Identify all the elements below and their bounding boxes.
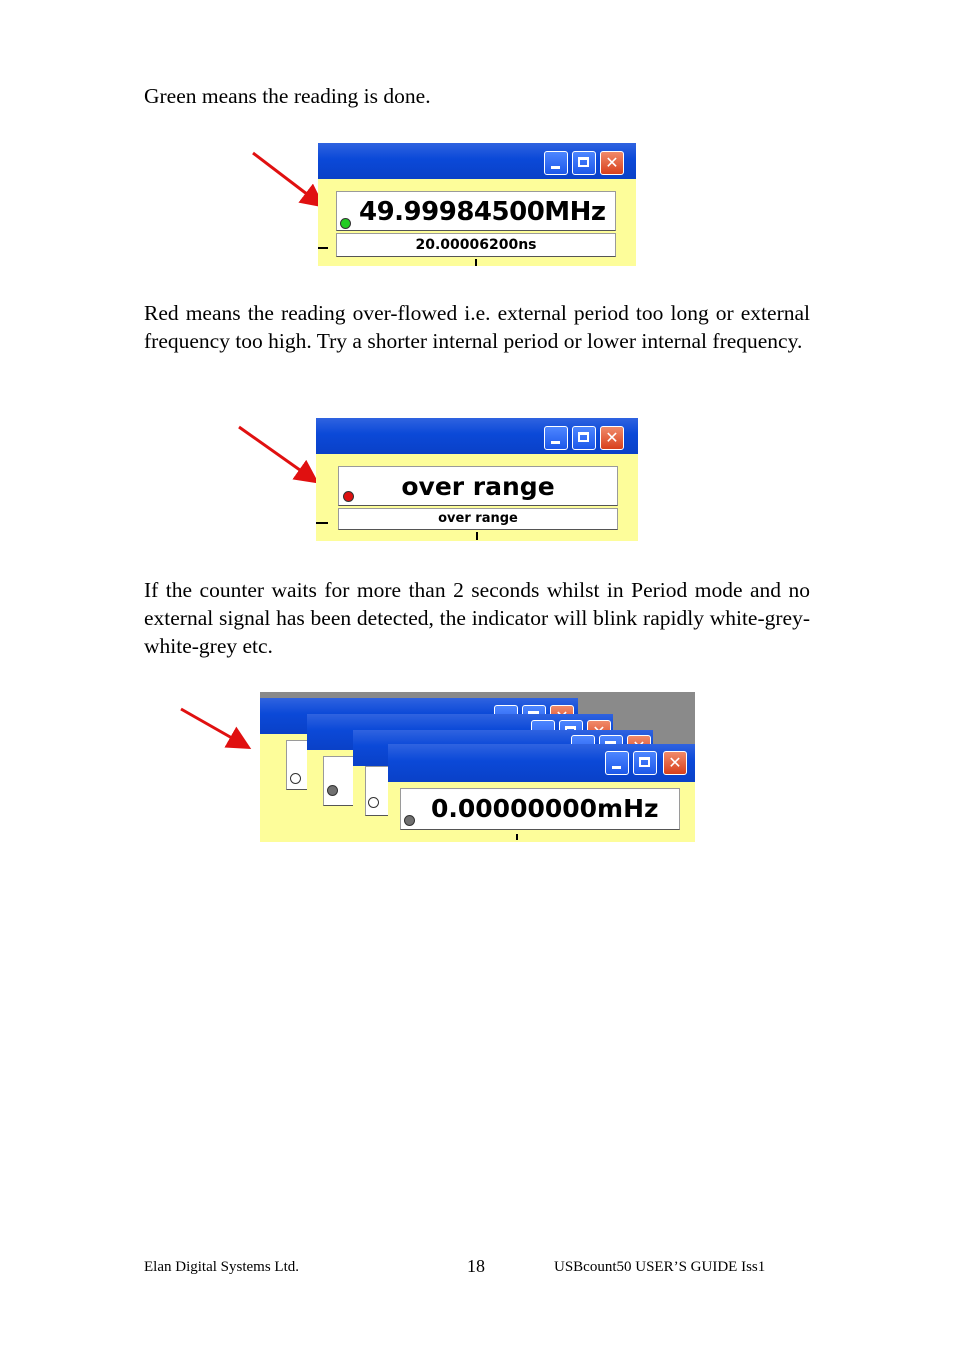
paragraph-blink: If the counter waits for more than 2 seconds whilst in Period mode and no external signal has been detected, the indicator will blink rapidly white-grey-white-grey etc. xyxy=(144,578,810,658)
main-reading-display xyxy=(400,788,680,830)
maximize-icon[interactable] xyxy=(633,751,657,775)
counter-window-red xyxy=(316,418,638,541)
status-led-white xyxy=(368,797,379,808)
sub-reading: over range xyxy=(438,511,518,526)
main-reading-display xyxy=(338,466,618,506)
main-reading: 49.99984500MHz xyxy=(359,197,606,227)
minimize-icon[interactable] xyxy=(605,751,629,775)
red-arrow-icon xyxy=(236,424,326,486)
red-arrow-icon xyxy=(178,706,258,756)
paragraph-green: Green means the reading is done. xyxy=(144,84,431,108)
status-led-white xyxy=(290,773,301,784)
sub-reading-display xyxy=(336,233,616,257)
maximize-icon[interactable] xyxy=(572,151,596,175)
close-icon[interactable]: ✕ xyxy=(663,751,687,775)
minimize-icon[interactable] xyxy=(544,151,568,175)
sub-reading-display xyxy=(338,508,618,530)
counter-window-green xyxy=(318,143,636,266)
tick-mark xyxy=(476,532,478,540)
sub-reading: 20.00006200ns xyxy=(415,237,537,253)
close-icon[interactable]: ✕ xyxy=(600,426,624,450)
status-led-grey xyxy=(327,785,338,796)
tick-mark xyxy=(316,522,328,524)
main-reading-display xyxy=(336,191,616,231)
main-reading: 0.00000000mHz xyxy=(431,794,659,823)
paragraph-red: Red means the reading over-flowed i.e. external period too long or external frequency too high. Try a shorter internal period or lower internal frequency. xyxy=(144,301,810,353)
minimize-icon[interactable] xyxy=(544,426,568,450)
status-led-green xyxy=(340,218,351,229)
tick-mark xyxy=(516,834,518,840)
counter-window-blink-4 xyxy=(388,744,695,842)
page-number: 18 xyxy=(467,1256,485,1276)
status-led-grey xyxy=(404,815,415,826)
footer-guide-title: USBcount50 USER’S GUIDE Iss1 xyxy=(554,1259,766,1275)
tick-mark xyxy=(318,247,328,249)
main-reading: over range xyxy=(401,472,555,501)
tick-mark xyxy=(475,259,477,266)
maximize-icon[interactable] xyxy=(572,426,596,450)
footer-company: Elan Digital Systems Ltd. xyxy=(144,1259,299,1275)
close-icon[interactable]: ✕ xyxy=(600,151,624,175)
blink-screenshot-stack xyxy=(260,692,695,842)
